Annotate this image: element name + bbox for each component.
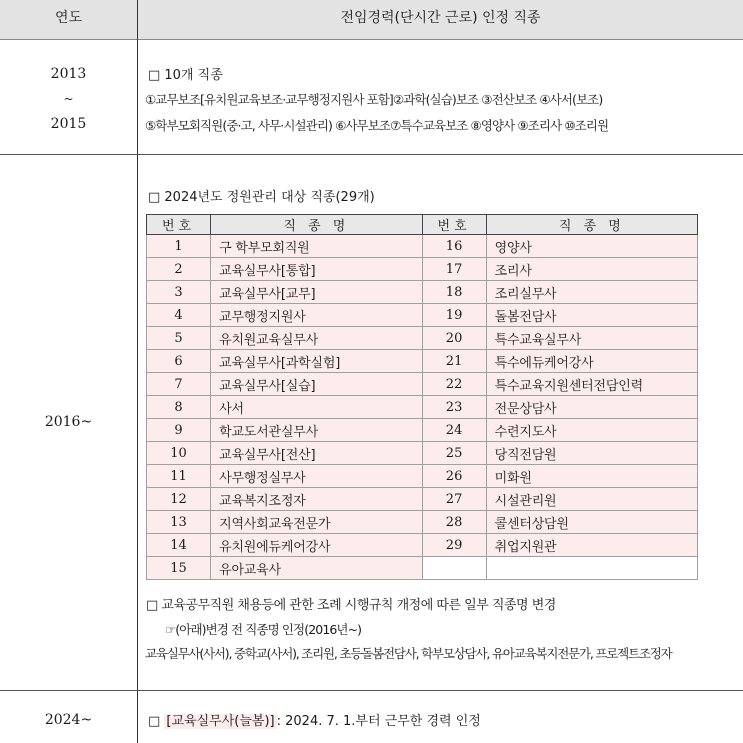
th-number: 번호 [422, 215, 486, 235]
job-name: 특수에듀케어강사 [486, 350, 697, 373]
job-name: 영양사 [486, 235, 697, 258]
job-name: 지역사회교육전문가 [211, 511, 422, 534]
table-row [147, 442, 698, 465]
note-subtitle: ☞(아래)변경 전 직종명 인정(2016년~) [165, 622, 362, 637]
job-number: 5 [147, 327, 211, 350]
section3-line [148, 710, 481, 729]
jobs-table-header-row [147, 215, 698, 235]
job-number: 4 [147, 304, 211, 327]
table-header [0, 0, 743, 40]
job-number: 8 [147, 396, 211, 419]
job-name: 구 학부모회직원 [211, 235, 422, 258]
job-number: 6 [147, 350, 211, 373]
note-title: □ 교육공무직원 채용등에 관한 조례 시행규칙 개정에 따른 일부 직종명 변경 [146, 598, 556, 613]
section3-suffix: : 2024. 7. 1.부터 근무한 경력 인정 [276, 714, 481, 729]
job-name: 조리실무사 [486, 281, 697, 304]
year-2013: 2013 [50, 66, 87, 82]
table-row [147, 465, 698, 488]
section2-title: □ 2024년도 정원관리 대상 직종(29개) [148, 190, 375, 205]
job-number: 10 [147, 442, 211, 465]
job-number: 9 [147, 419, 211, 442]
job-number: 18 [422, 281, 486, 304]
header-jobs: 전임경력(단시간 근로) 인정 직종 [340, 10, 541, 26]
year-separator: ~ [63, 92, 74, 106]
job-number: 24 [422, 419, 486, 442]
section3-prefix: □ [148, 714, 165, 729]
job-name: 취업지원관 [486, 534, 697, 557]
note-line: 교육실무사(사서), 중학교(사서), 조리원, 초등돌봄전담사, 학부모상담사, 유아교육복지전문가, 프로젝트조정자 [145, 646, 672, 661]
th-job-name: 직 종 명 [486, 215, 697, 235]
job-number [422, 557, 486, 580]
table-row [147, 488, 698, 511]
section1-line1: ①교무보조[유치원교육보조·교무행정지원사 포함]②과학(실습)보조 ③전산보조 ④사서(보조) [145, 92, 603, 107]
job-name: 교육실무사[과학실험] [211, 350, 422, 373]
job-number: 7 [147, 373, 211, 396]
job-number: 1 [147, 235, 211, 258]
section1-title: □ 10개 직종 [148, 68, 223, 83]
header-year: 연도 [54, 10, 83, 26]
job-number: 15 [147, 557, 211, 580]
job-number: 29 [422, 534, 486, 557]
table-row [147, 396, 698, 419]
job-name: 돌봄전담사 [486, 304, 697, 327]
job-number: 27 [422, 488, 486, 511]
table-row [147, 258, 698, 281]
job-number: 20 [422, 327, 486, 350]
job-name: 콜센터상담원 [486, 511, 697, 534]
table-row [147, 534, 698, 557]
job-number: 12 [147, 488, 211, 511]
job-name: 교육실무사[통합] [211, 258, 422, 281]
job-name: 당직전담원 [486, 442, 697, 465]
job-name: 조리사 [486, 258, 697, 281]
table-row [147, 557, 698, 580]
job-number: 3 [147, 281, 211, 304]
job-number: 28 [422, 511, 486, 534]
job-name: 유치원교육실무사 [211, 327, 422, 350]
table-row [147, 419, 698, 442]
job-name: 유아교육사 [211, 557, 422, 580]
job-name: 수련지도사 [486, 419, 697, 442]
job-number: 23 [422, 396, 486, 419]
job-number: 17 [422, 258, 486, 281]
table-row [147, 373, 698, 396]
job-name: 시설관리원 [486, 488, 697, 511]
job-number: 16 [422, 235, 486, 258]
table-row [147, 350, 698, 373]
job-name: 사무행정실무사 [211, 465, 422, 488]
year-2015: 2015 [50, 116, 87, 132]
job-number: 14 [147, 534, 211, 557]
table-row [147, 327, 698, 350]
year-2024: 2024~ [44, 712, 93, 728]
table-row [147, 281, 698, 304]
job-number: 11 [147, 465, 211, 488]
job-name [486, 557, 697, 580]
table-row [147, 511, 698, 534]
row-divider-1 [0, 154, 743, 155]
job-name: 교육복지조정자 [211, 488, 422, 511]
job-name: 사서 [211, 396, 422, 419]
year-2016: 2016~ [44, 414, 93, 430]
table-row [147, 235, 698, 258]
section3-highlight: [교육실무사(늘봄)] [166, 714, 275, 729]
job-name: 특수교육지원센터전담인력 [486, 373, 697, 396]
job-number: 22 [422, 373, 486, 396]
job-number: 21 [422, 350, 486, 373]
table-row [147, 304, 698, 327]
job-name: 특수교육실무사 [486, 327, 697, 350]
row-divider-2 [0, 690, 743, 691]
job-number: 13 [147, 511, 211, 534]
job-number: 19 [422, 304, 486, 327]
job-name: 교육실무사[교무] [211, 281, 422, 304]
th-number: 번호 [147, 215, 211, 235]
job-name: 교무행정지원사 [211, 304, 422, 327]
job-name: 유치원에듀케어강사 [211, 534, 422, 557]
job-name: 미화원 [486, 465, 697, 488]
jobs-table [146, 214, 698, 580]
column-divider [137, 0, 138, 743]
job-name: 교육실무사[실습] [211, 373, 422, 396]
job-name: 교육실무사[전산] [211, 442, 422, 465]
job-name: 전문상담사 [486, 396, 697, 419]
job-name: 학교도서관실무사 [211, 419, 422, 442]
job-number: 2 [147, 258, 211, 281]
job-number: 25 [422, 442, 486, 465]
th-job-name: 직 종 명 [211, 215, 422, 235]
job-number: 26 [422, 465, 486, 488]
section1-line2: ⑤학부모회직원(중·고, 사무·시설관리) ⑥사무보조⑦특수교육보조 ⑧영양사 ⑨조리사 ⑩조리원 [145, 118, 609, 133]
